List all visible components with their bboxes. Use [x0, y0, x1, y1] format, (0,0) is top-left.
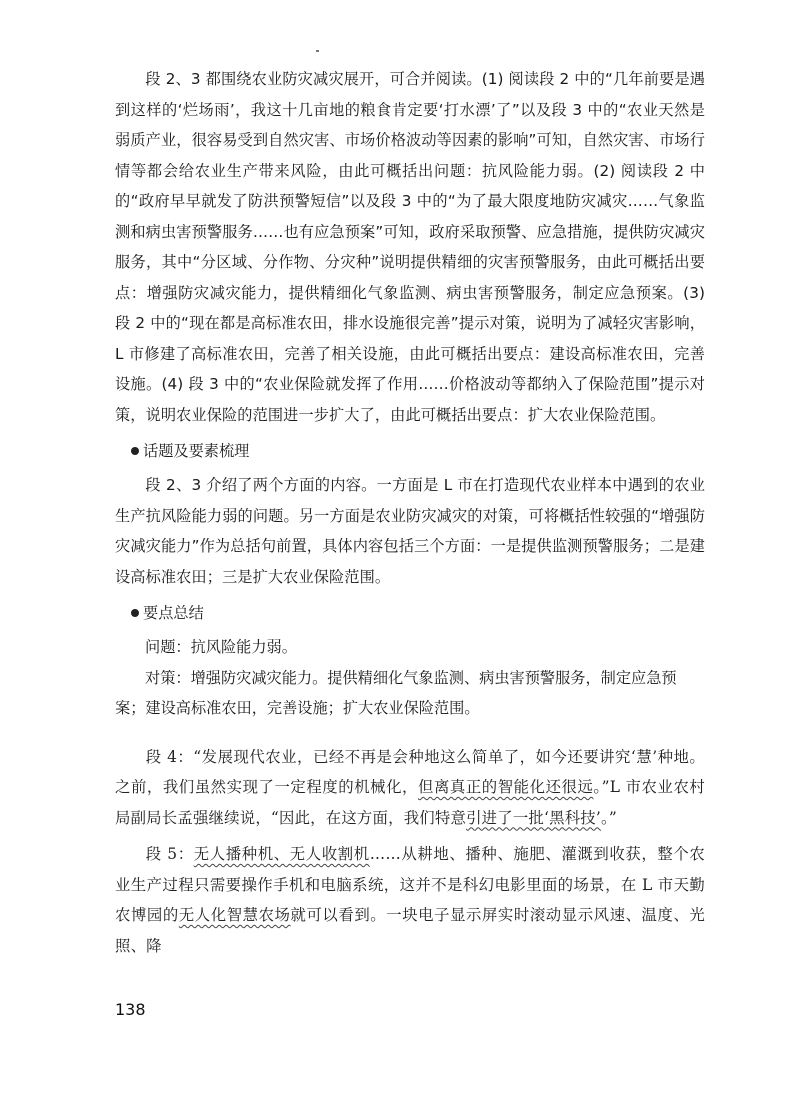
quote-text: 。”L 市农业农村局副局长孟强继续说，“因此，在这方面，我们特意 [115, 778, 705, 827]
page-content [115, 64, 705, 961]
section-heading-label: 要点总结 [143, 604, 204, 622]
scan-mark [316, 50, 319, 52]
page-number: 138 [115, 1000, 146, 1019]
bullet-icon [131, 447, 139, 455]
wavy-underlined-text: 引进了一批‘黑科技’ [466, 808, 601, 827]
section-heading-summary [115, 598, 705, 628]
summary-measures: 对策：增强防灾减灾能力。提供精细化气象监测、病虫害预警服务，制定应急预案；建设高标准农田，完善设施；扩大农业保险范围。 [115, 668, 677, 717]
quote-text: 段 5： [145, 845, 194, 863]
wavy-underlined-text: 无人化智慧农场 [178, 906, 291, 924]
quote-text: 。” [600, 808, 617, 827]
bullet-icon [131, 609, 139, 617]
quoted-paragraph-5 [115, 839, 705, 961]
quoted-paragraph-4 [115, 742, 705, 834]
wavy-underlined-text: 无人播种机、无人收割机 [193, 845, 370, 863]
section-heading-topic [115, 436, 705, 466]
topic-paragraph: 段 2、3 介绍了两个方面的内容。一方面是 L 市在打造现代农业样本中遇到的农业生产抗风险能力弱的问题。另一方面是农业防灾减灾的对策，可将概括性较强的“增强防灾减灾能力”作为总括句前置，具体内容包括三个方面：一是提供监测预警服务；二是建设高标准农田；三是扩大农业保险范围。 [115, 476, 705, 586]
quote-text: 就可以看到。一块电子显示屏实时滚动显示风速、温度、光照、降 [115, 906, 705, 955]
spacer [115, 724, 705, 742]
quote-text: ……从耕地、播种、施肥、灌溉到收获，整个农业生产过程只需要操作手机和电脑系统，这并不是科幻电影里面的场景，在 L 市天勤农博园的 [115, 845, 706, 924]
section-heading-label: 话题及要素梳理 [143, 442, 250, 460]
quote-text: 段 4：“发展现代农业，已经不再是会种地这么简单了，如今还要讲究‘慧’种地。之前，我们虽然实现了一定程度的机械化， [115, 747, 705, 796]
summary-problem: 问题：抗风险能力弱。 [145, 638, 297, 656]
analysis-paragraph: 段 2、3 都围绕农业防灾减灾展开，可合并阅读。(1) 阅读段 2 中的“几年前要是遇到这样的‘烂场雨’，我这十几亩地的粮食肯定要‘打水漂’了”以及段 3 中的“农业天然是弱质产业，很容易受到自然灾害、市场价格波动等因素的影响”可知，自然灾害、市场行情等都会给农业生产带来风险，由此可概括出问题：抗风险能力弱。(2) 阅读段 2 中的“政府早早就发了防洪预警短信”以及段 3 中的“为了最大限度地防灾减灾……气象监测和病虫害预警服务……也有应急预案”可知，政府采取预警、应急措施，提供防灾减灾服务，其中“分区域、分作物、分灾种”说明提供精细的灾害预警服务，由此可概括出要点：增强防灾减灾能力，提供精细化气象监测、病虫害预警服务，制定应急预案。(3) 段 2 中的“现在都是高标准农田，排水设施很完善”提示对策，说明为了减轻灾害影响，L 市修建了高标准农田，完善了相关设施，由此可概括出要点：建设高标准农田，完善设施。(4) 段 3 中的“农业保险就发挥了作用……价格波动等都纳入了保险范围”提示对策，说明农业保险的范围进一步扩大了，由此可概括出要点：扩大农业保险范围。 [115, 70, 705, 424]
wavy-underlined-text: 但离真正的智能化还很远 [418, 778, 594, 796]
